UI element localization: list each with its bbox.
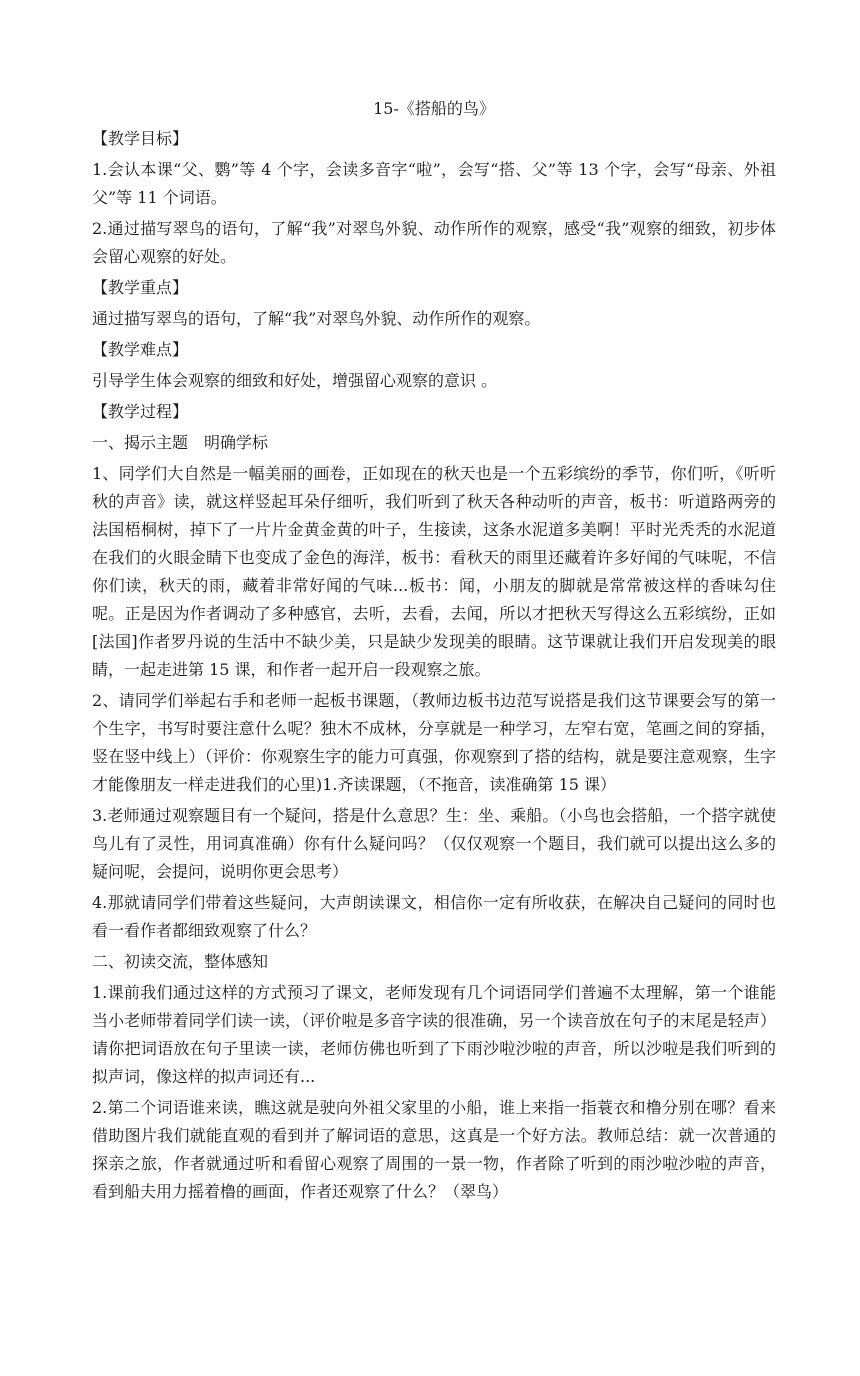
lesson-title: 15-《搭船的鸟》 bbox=[373, 99, 495, 118]
part-two-heading: 二、初读交流，整体感知 bbox=[92, 952, 269, 971]
process-paragraph-1: 1、同学们大自然是一幅美丽的画卷，正如现在的秋天也是一个五彩缤纷的季节，你们听，《听听秋的声音》读，就这样竖起耳朵仔细听，我们听到了秋天各种动听的声音，板书：听道路两旁的法国梧桐树，掉下了一片片金黄金黄的叶子，生接读，这条水泥道多美啊！平时光秃秃的水泥道在我们的火眼金睛下也变成了金色的海洋，板书：看秋天的雨里还藏着许多好闻的气味呢，不信你们读，秋天的雨，藏着非常好闻的气味...板书：闻，小朋友的脚就是常常被这样的香味勾住呢。正是因为作者调动了多种感官，去听，去看，去闻，所以才把秋天写得这么五彩缤纷，正如[法国]作者罗丹说的生活中不缺少美，只是缺少发现美的眼睛。这节课就让我们开启发现美的眼睛，一起走进第 15 课，和作者一起开启一段观察之旅。 bbox=[92, 464, 776, 679]
section-heading-key-points: 【教学重点】 bbox=[92, 278, 189, 297]
process-paragraph-3: 3.老师通过观察题目有一个疑问，搭是什么意思？生：坐、乘船。（小鸟也会搭船，一个搭字就使鸟儿有了灵性，用词真准确）你有什么疑问吗？（仅仅观察一个题目，我们就可以提出这么多的疑问呢，会提问，说明你更会思考） bbox=[92, 806, 776, 881]
reading-paragraph-1: 1.课前我们通过这样的方式预习了课文，老师发现有几个词语同学们普遍不太理解，第一个谁能当小老师带着同学们读一读，（评价啦是多音字读的很准确，另一个读音放在句子的末尾是轻声）请你把词语放在句子里读一读，老师仿佛也听到了下雨沙啦沙啦的声音，所以沙啦是我们听到的拟声词，像这样的拟声词还有... bbox=[92, 983, 776, 1086]
difficulties-text: 引导学生体会观察的细致和好处，增强留心观察的意识 。 bbox=[92, 371, 498, 390]
section-heading-difficulties: 【教学难点】 bbox=[92, 340, 189, 359]
reading-paragraph-2: 2.第二个词语谁来读，瞧这就是驶向外祖父家里的小船，谁上来指一指蓑衣和橹分别在哪？看来借助图片我们就能直观的看到并了解词语的意思，这真是一个好方法。教师总结：就一次普通的探亲之旅，作者就通过听和看留心观察了周围的一景一物，作者除了听到的雨沙啦沙啦的声音，看到船夫用力摇着橹的画面，作者还观察了什么？（翠鸟） bbox=[92, 1098, 776, 1201]
part-one-heading: 一、揭示主题 明确学标 bbox=[92, 433, 269, 452]
objective-2: 2.通过描写翠鸟的语句，了解“我”对翠鸟外貌、动作所作的观察，感受“我”观察的细致，初步体会留心观察的好处。 bbox=[92, 219, 776, 266]
process-paragraph-2: 2、请同学们举起右手和老师一起板书课题，（教师边板书边范写说搭是我们这节课要会写的第一个生字，书写时要注意什么呢？独木不成林，分享就是一种学习，左窄右宽，笔画之间的穿插，竖在竖中线上）（评价：你观察生字的能力可真强，你观察到了搭的结构，就是要注意观察，生字才能像朋友一样走进我们的心里)1.齐读课题，（不拖音，读准确第 15 课） bbox=[92, 691, 776, 794]
objective-1: 1.会认本课“父、鹦”等 4 个字，会读多音字“啦”，会写“搭、父”等 13 个字，会写“母亲、外祖父”等 11 个词语。 bbox=[92, 160, 776, 207]
section-heading-process: 【教学过程】 bbox=[92, 402, 189, 421]
process-paragraph-4: 4.那就请同学们带着这些疑问，大声朗读课文，相信你一定有所收获，在解决自己疑问的同时也看一看作者都细致观察了什么？ bbox=[92, 893, 776, 940]
key-points-text: 通过描写翠鸟的语句，了解“我”对翠鸟外貌、动作所作的观察。 bbox=[92, 309, 541, 328]
document-page bbox=[92, 95, 776, 1206]
section-heading-objectives: 【教学目标】 bbox=[92, 129, 189, 148]
